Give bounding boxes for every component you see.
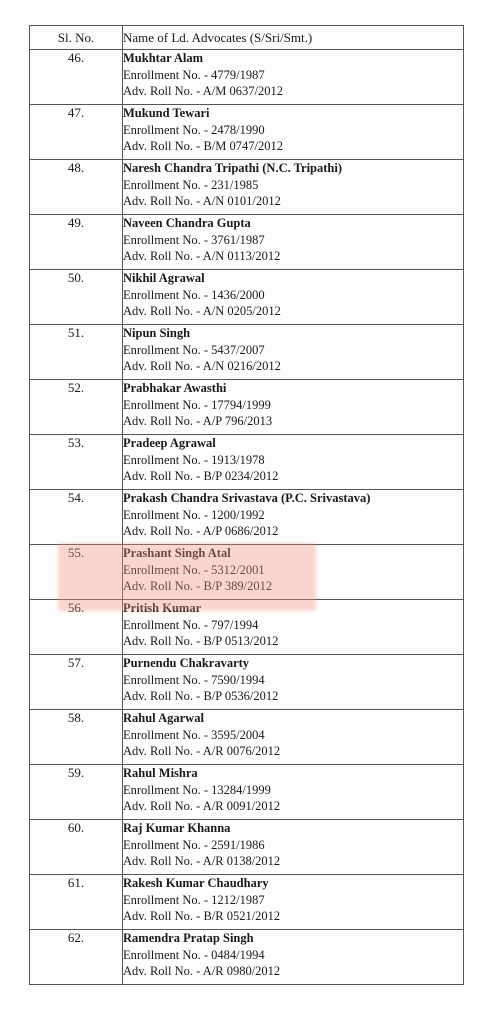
adv-roll-number: Adv. Roll No. - B/P 0513/2012 (123, 634, 279, 648)
enrollment-number: Enrollment No. - 13284/1999 (123, 782, 271, 797)
advocate-details (123, 930, 464, 985)
enrollment-number: Enrollment No. - 17794/1999 (123, 397, 271, 412)
table-row (30, 820, 464, 875)
advocate-name: Mukund Tewari (123, 106, 210, 120)
enrollment-number: Enrollment No. - 797/1994 (123, 617, 259, 632)
advocate-name: Mukhtar Alam (123, 51, 203, 65)
advocate-details (123, 270, 464, 325)
table-row (30, 765, 464, 820)
advocate-details (123, 600, 464, 655)
serial-number: 60. (30, 820, 123, 875)
advocate-name: Naresh Chandra Tripathi (N.C. Tripathi) (123, 161, 343, 175)
advocate-details (123, 765, 464, 820)
serial-number: 48. (30, 160, 123, 215)
advocate-name: Pritish Kumar (123, 601, 202, 615)
table-row (30, 710, 464, 765)
advocate-name: Nipun Singh (123, 326, 191, 340)
advocate-details (123, 875, 464, 930)
serial-number: 49. (30, 215, 123, 270)
serial-number: 47. (30, 105, 123, 160)
enrollment-number: Enrollment No. - 1200/1992 (123, 507, 265, 522)
advocate-details (123, 105, 464, 160)
serial-number: 57. (30, 655, 123, 710)
enrollment-number: Enrollment No. - 1212/1987 (123, 892, 265, 907)
advocate-details (123, 490, 464, 545)
adv-roll-number: Adv. Roll No. - A/N 0113/2012 (123, 249, 281, 263)
table-row (30, 435, 464, 490)
advocate-name: Rahul Agarwal (123, 711, 204, 725)
adv-roll-number: Adv. Roll No. - A/N 0101/2012 (123, 194, 281, 208)
serial-number: 59. (30, 765, 123, 820)
serial-number: 55. (30, 545, 123, 600)
adv-roll-number: Adv. Roll No. - A/N 0205/2012 (123, 304, 281, 318)
adv-roll-number: Adv. Roll No. - B/P 0234/2012 (123, 469, 279, 483)
table-row (30, 215, 464, 270)
advocate-name: Prabhakar Awasthi (123, 381, 227, 395)
enrollment-number: Enrollment No. - 1913/1978 (123, 452, 265, 467)
serial-number: 62. (30, 930, 123, 985)
serial-number: 51. (30, 325, 123, 380)
advocate-details (123, 435, 464, 490)
table-row (30, 160, 464, 215)
enrollment-number: Enrollment No. - 3595/2004 (123, 727, 265, 742)
adv-roll-number: Adv. Roll No. - A/R 0091/2012 (123, 799, 281, 813)
advocate-name: Prashant Singh Atal (123, 546, 231, 560)
enrollment-number: Enrollment No. - 4779/1987 (123, 67, 265, 82)
enrollment-number: Enrollment No. - 2478/1990 (123, 122, 265, 137)
adv-roll-number: Adv. Roll No. - B/M 0747/2012 (123, 139, 283, 153)
advocates-table (29, 25, 464, 985)
adv-roll-number: Adv. Roll No. - B/P 389/2012 (123, 579, 273, 593)
serial-number: 54. (30, 490, 123, 545)
advocate-name: Ramendra Pratap Singh (123, 931, 254, 945)
advocate-name: Prakash Chandra Srivastava (P.C. Srivastava) (123, 491, 371, 505)
advocate-details (123, 215, 464, 270)
advocate-details (123, 380, 464, 435)
serial-number: 53. (30, 435, 123, 490)
enrollment-number: Enrollment No. - 0484/1994 (123, 947, 265, 962)
enrollment-number: Enrollment No. - 3761/1987 (123, 232, 265, 247)
table-row (30, 600, 464, 655)
sl-no-header: Sl. No. (30, 26, 123, 50)
adv-roll-number: Adv. Roll No. - B/R 0521/2012 (123, 909, 281, 923)
advocate-name-header: Name of Ld. Advocates (S/Sri/Smt.) (123, 26, 464, 50)
adv-roll-number: Adv. Roll No. - A/P 796/2013 (123, 414, 273, 428)
table-row (30, 380, 464, 435)
serial-number: 58. (30, 710, 123, 765)
advocate-name: Raj Kumar Khanna (123, 821, 231, 835)
advocate-details (123, 160, 464, 215)
adv-roll-number: Adv. Roll No. - A/M 0637/2012 (123, 84, 283, 98)
table-row (30, 875, 464, 930)
advocate-name: Rakesh Kumar Chaudhary (123, 876, 269, 890)
advocate-name: Rahul Mishra (123, 766, 198, 780)
advocate-name: Nikhil Agrawal (123, 271, 205, 285)
enrollment-number: Enrollment No. - 5312/2001 (123, 562, 265, 577)
adv-roll-number: Adv. Roll No. - A/P 0686/2012 (123, 524, 279, 538)
adv-roll-number: Adv. Roll No. - B/P 0536/2012 (123, 689, 279, 703)
serial-number: 46. (30, 50, 123, 105)
serial-number: 61. (30, 875, 123, 930)
enrollment-number: Enrollment No. - 5437/2007 (123, 342, 265, 357)
table-row (30, 655, 464, 710)
table-row (30, 545, 464, 600)
advocate-name: Naveen Chandra Gupta (123, 216, 251, 230)
adv-roll-number: Adv. Roll No. - A/N 0216/2012 (123, 359, 281, 373)
advocate-details (123, 325, 464, 380)
advocate-name: Pradeep Agrawal (123, 436, 216, 450)
advocate-name: Purnendu Chakravarty (123, 656, 250, 670)
adv-roll-number: Adv. Roll No. - A/R 0138/2012 (123, 854, 281, 868)
advocate-details (123, 820, 464, 875)
table-row (30, 325, 464, 380)
table-row (30, 50, 464, 105)
table-row (30, 105, 464, 160)
table-row (30, 930, 464, 985)
enrollment-number: Enrollment No. - 231/1985 (123, 177, 259, 192)
advocate-details (123, 50, 464, 105)
adv-roll-number: Adv. Roll No. - A/R 0076/2012 (123, 744, 281, 758)
serial-number: 56. (30, 600, 123, 655)
adv-roll-number: Adv. Roll No. - A/R 0980/2012 (123, 964, 281, 978)
advocate-details (123, 545, 464, 600)
table-row (30, 270, 464, 325)
table-header-row (30, 26, 464, 50)
serial-number: 50. (30, 270, 123, 325)
enrollment-number: Enrollment No. - 7590/1994 (123, 672, 265, 687)
advocate-details (123, 710, 464, 765)
enrollment-number: Enrollment No. - 1436/2000 (123, 287, 265, 302)
enrollment-number: Enrollment No. - 2591/1986 (123, 837, 265, 852)
table-row (30, 490, 464, 545)
advocate-details (123, 655, 464, 710)
serial-number: 52. (30, 380, 123, 435)
